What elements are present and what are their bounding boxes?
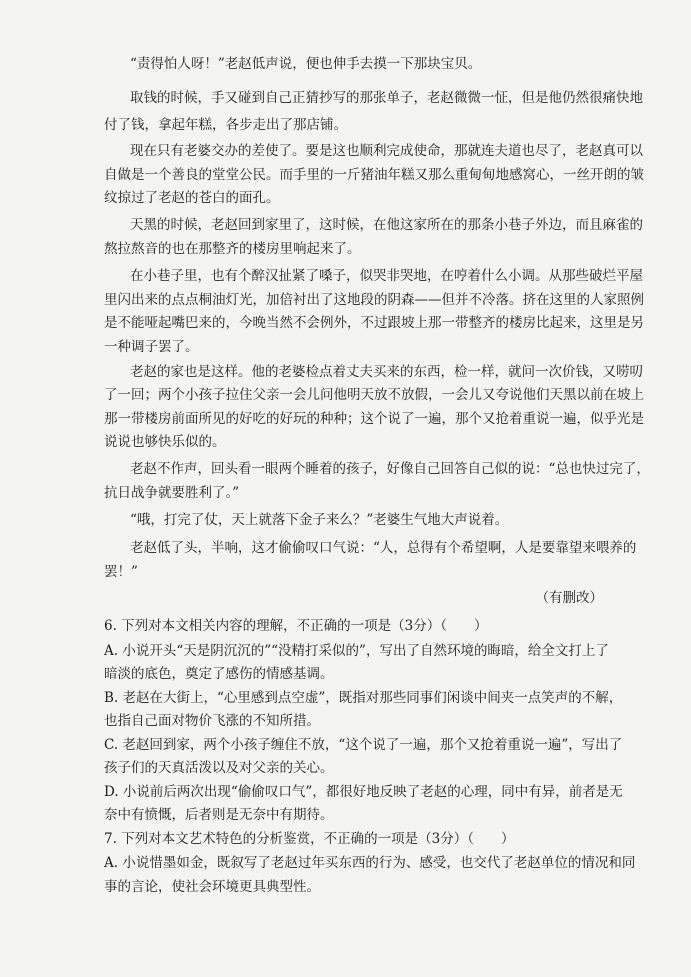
story-line: 付了钱，拿起年糕，各步走出了那店铺。 [104, 117, 347, 133]
question-6-option-b: B. 老赵在大街上，“心里感到点空虚”，既指对那些同事们闲谈中间夹一点笑声的不解， [104, 690, 623, 706]
story-line: 里闪出来的点点桐油灯光，加倍衬出了这地段的阴森——但并不冷落。挤在这里的人家照例 [104, 292, 644, 308]
question-7-option-a-cont: 事的言论，使社会环境更具典型性。 [104, 879, 320, 895]
question-6-option-d: D. 小说前后两次出现“偷偷叹口气”，都很好地反映了老赵的心理，同中有异，前者是无 [104, 784, 623, 800]
story-line: 自做是一个善良的堂堂公民。而手里的一斤猪油年糕又那么重甸甸地感窝心，一丝开朗的皱 [104, 167, 644, 183]
question-6-option-c: C. 老赵回到家，两个小孩子缠住不放，“这个说了一遍，那个又抢着重说一遍”，写出了 [104, 737, 623, 753]
story-line: 老赵低了头，半响，这才偷偷叹口气说：“人，总得有个希望啊，人是要靠望来喂养的 [130, 540, 637, 556]
story-line: “哦，打完了仗，天上就落下金子来么？”老婆生气地大声说着。 [130, 512, 509, 528]
story-line: 是不能哑起嘴巴来的，今晚当然不会例外，不过跟坡上那一带整齐的楼房比起来，这里是另 [104, 315, 644, 331]
story-line: 一种调子罢了。 [104, 339, 199, 355]
story-line: 那一带楼房前面所见的好吃的好玩的种种；这个说了一遍，那个又抢着重说一遍，似乎光是 [104, 411, 644, 427]
question-6-option-a: A. 小说开头“天是阴沉沉的”“没精打采似的”，写出了自然环境的晦暗，给全文打上了 [104, 643, 609, 659]
question-6-option-d-cont: 奈中有愤慨，后者则是无奈中有期待。 [104, 807, 334, 823]
question-6-option-a-cont: 暗淡的底色，奠定了感伤的情感基调。 [104, 666, 334, 682]
question-6-stem: 6. 下列对本文相关内容的理解，不正确的一项是（3分）（ ） [104, 618, 488, 634]
story-line: 现在只有老婆交办的差使了。要是这也顺利完成使命，那就连夫道也尽了，老赵真可以 [130, 143, 643, 159]
question-7-option-a: A. 小说惜墨如金，既叙写了老赵过年买东西的行为、感受，也交代了老赵单位的情况和同 [104, 855, 636, 871]
story-line: 在小巷子里，也有个醉汉扯紧了嗓子，似哭非哭地，在哼着什么小调。从那些破烂平屋 [130, 268, 643, 284]
story-line: 老赵不作声，回头看一眼两个睡着的孩子，好像自己回答自己似的说：“总也快过完了， [130, 461, 650, 477]
story-line: 老赵的家也是这样。他的老婆检点着丈夫买来的东西，检一样，就问一次价钱，又唠叨 [130, 364, 643, 380]
story-line: 罢！” [104, 564, 138, 580]
story-line: 了一回；两个小孩子拉住父亲一会儿问他明天放不放假，一会儿又夸说他们天黑以前在坡上 [104, 387, 644, 403]
source-note: （有删改） [535, 590, 603, 606]
question-6-option-c-cont: 孩子们的天真活泼以及对父亲的关心。 [104, 760, 334, 776]
story-line: 天黑的时候，老赵回到家里了，这时候，在他这家所在的那条小巷子外边，而且麻雀的 [130, 217, 643, 233]
story-line: 熬拉熬音的也在那整齐的楼房里响起来了。 [104, 241, 361, 257]
story-line: 说说也够快乐似的。 [104, 434, 226, 450]
story-line: 取钱的时候，手又碰到自己正猜抄写的那张单子，老赵微微一怔，但是他仍然很痛快地 [130, 90, 643, 106]
story-line: 抗日战争就要胜利了。” [104, 485, 240, 501]
question-6-option-b-cont: 也指自己面对物价飞涨的不知所措。 [104, 713, 320, 729]
story-line: 纹掠过了老赵的苍白的面孔。 [104, 190, 280, 206]
question-7-stem: 7. 下列对本文艺术特色的分析鉴赏，不正确的一项是（3分）（ ） [104, 831, 515, 847]
story-line: “责得怕人呀！”老赵低声说，便也伸手去摸一下那块宝贝。 [130, 56, 482, 72]
